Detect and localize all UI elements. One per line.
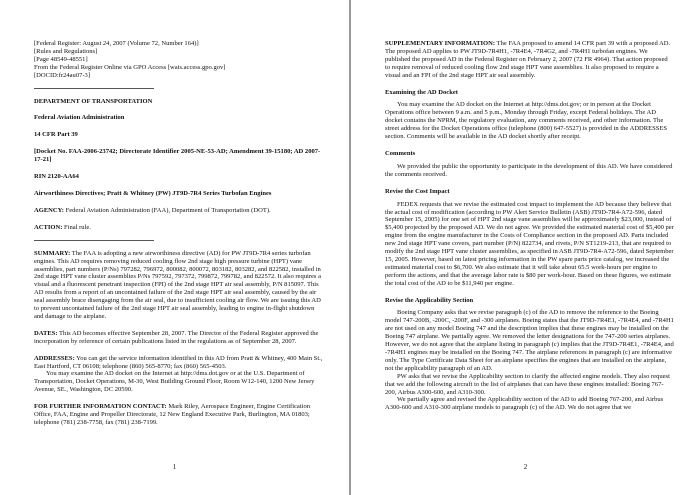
agency-text: Federal Aviation Administration (FAA), Department of Transportation (DOT). [63,206,271,214]
summary-text: The FAA is adopting a new airworthiness directive (AD) for PW JT9D-7R4 series turbofan engines. This AD requires removing reduced cooling flow 2nd stage high pressure turbine (HPT) vane assemblies, part numbers (P/Ns) 797282, 796972, 800082, 800072, 803182, 803282, and 822582, installed in 2nd stage HPT vane cluster assemblies P/Ns 797592, 797372, 799872, 799782, and 822572. It also requires a visual and a fluorescent penetrant inspection (FPI) of the 2nd stage HPT air seal assembly, P/N 815097. This AD results from a report of an uncontained failure of the 2nd stage HPT air seal assembly, caused by the air seal assembly brace disengaging from the air seal, due to insufficient cooling air flow. We are issuing this AD to prevent uncontained failure of the 2nd stage HPT air seal assembly, leading to engine in-flight shutdown and damage to the airplane. [34,249,321,320]
page-number: 2 [523,463,528,471]
page-2 [351,0,700,495]
page-1 [0,0,349,495]
addresses-text: You can get the service information identified in this AD from Pratt & Whitney, 400 Main St., East Hartford, CT 06108; telephone (860) 565-8770; fax (860) 565-4503. [34,354,323,370]
addresses-paragraph [34,355,325,371]
docket-heading: Examining the AD Docket [385,88,458,96]
header-line: [DOCID:fr24au07-3] [34,71,90,79]
cost-heading: Revise the Cost Impact [385,187,450,195]
supplementary-text: The FAA proposed to amend 14 CFR part 39 with a proposed AD. The proposed AD applies to PW JT9D-7R4H1, -7R4E4, -7R4G2, and -7R4H1 turbofan engines. We published the proposed AD in the Federal Register on February 2, 2007 (72 FR 4964). That action proposed to require removal of reduced cooling flow 2nd stage HPT vane assemblies. It also proposed to require a visual and an FPI of the 2nd stage HPT air seal assembly. [385,40,671,79]
contact-label: FOR FURTHER INFORMATION CONTACT: [34,403,167,411]
action-text: Final rule. [62,223,91,231]
contact-paragraph [34,403,325,427]
header-line: [Page 48549-48551] [34,55,88,63]
divider [34,88,154,89]
applicability-paragraph-3: We partially agree and revised the Applicability section of the AD to add Boeing 767-200, and Airbus A300-600 and A310-300 airplane models to paragraph (c) of the AD. We do not agree that we [385,396,664,412]
divider [34,240,154,241]
dates-label: DATES: [34,329,58,337]
comments-paragraph: We provided the public the opportunity to participate in the development of this AD. We have considered the comments received. [385,162,673,178]
agency-label: AGENCY: [34,206,64,214]
supplementary-label: SUPPLEMENTARY INFORMATION: [385,40,496,47]
contact-text: Mark Riley, Aerospace Engineer, Engine Certification Office, FAA, Engine and Propeller Directorate, 12 New England Executive Park, Burlington, MA 01803; telephone (781) 238-7758, fax (781) 238-7199. [34,403,311,426]
cost-paragraph: FEDEX requests that we revise the estimated cost impact to implement the AD because they believe that the actual cost of modification (according to PW Alert Service Bulletin (ASB) JT9D-7R4-A72-596, dated September 15, 2005) for one set of HPT 2nd stage vane assemblies will be approximately $23,000, instead of $5,400 projected by the proposed AD. We do not agree. We provided the estimated material cost of $5,400 per engine from the engine manufacturer in the Costs of Compliance section in the proposed AD. Parts included new 2nd stage HPT vane covers, part number (P/N) 822734, and rivets, P/N ST1219-213, that are required to modify the 2nd stage HPT vane cluster assemblies, as specified in ASB JT9D-7R4-A72-596, dated September 15, 2005. However, based on latest pricing information in the PW spare parts price catalog, we increased the estimated material cost to $6,700. We also estimate that it will take about 65.5 work-hours per engine to perform the actions, and that the average labor rate is $80 per work-hour. Based on these figures, we estimate the total cost of the AD to be $11,940 per engine. [385,200,674,287]
header-line: From the Federal Register Online via GPO Access [wais.access.gpo.gov] [34,63,226,71]
header-line: [Rules and Regulations] [34,47,98,55]
comments-heading: Comments [385,149,416,157]
applicability-paragraph-1: Boeing Company asks that we revise paragraph (c) of the AD to remove the reference to the Boeing model 747-200B, -200C, -200F, and -300 airplanes. Boeing states that the JT9D-7R4E1, -7R4E4, and -7R4H1 are not used on any model Boeing 747 and the description implies that these engines may be installed on the Boeing 747 airplane. We partially agree. We removed the letter designations for the 747-200 series airplanes. However, we do not agree that the airplane listing in paragraph (c) implies that the JT9D-7R4E1, -7R4E4, and -7R4H1 engines may be installed on the Boeing 747. The airplane references in paragraph (c) are informative only. The Type Certificate Data Sheet for an airplane specifies the engines that are installed on the airplane, not the applicability paragraph of an AD. [385,309,674,372]
page-number: 1 [172,463,177,471]
rin: RIN 2120-AA64 [34,173,79,181]
dates-text: This AD becomes effective September 28, 2007. The Director of the Federal Register approved the incorporation by reference of certain publications listed in the regulations as of September 28, 2007. [34,329,319,345]
applicability-heading: Revise the Applicability Section [385,296,474,304]
summary-paragraph [34,250,325,321]
addresses-label: ADDRESSES: [34,354,75,362]
docket-paragraph: You may examine the AD docket on the Internet at http://dms.dot.gov; or in person at the Docket Operations office between 9 a.m. and 5 p.m., Monday through Friday, except Federal holidays. The AD docket contains the NPRM, the regulatory evaluation, any comments received, and other information. The street address for the Docket Operations office (telephone (800) 647-5527) is provided in the ADDRESSES section. Comments will be available in the AD docket shortly after receipt. [385,101,668,141]
docket-number: [Docket No. FAA-2006-23742; Directorate Identifier 2005-NE-53-AD; Amendment 39-15180; AD 2007-17-21] [34,148,321,164]
document-header [34,40,325,80]
addresses-paragraph-2: You may examine the AD docket on the Internet at http://dms.dot.gov or at the U.S. Department of Transportation, Docket Operations, M-30, West Building Ground Floor, Room W12-140, 1200 New Jersey Avenue, SE., Washington, DC 20590. [34,370,315,394]
action-label: ACTION: [34,223,63,231]
supplementary-paragraph [385,40,674,80]
cfr-part: 14 CFR Part 39 [34,131,78,139]
action-paragraph [34,224,325,232]
agency-name: Federal Aviation Administration [34,114,125,122]
header-line: [Federal Register: August 24, 2007 (Volume 72, Number 164)] [34,40,199,47]
applicability-paragraph-2: PW asks that we revise the Applicability section to clarify the affected engine models. They also request that we add the following aircraft to the list of airplanes that can have these engines installed: Boeing 767-200, Airbus A300-600, and A310-300. [385,372,670,396]
summary-label: SUMMARY: [34,249,71,257]
document-title: Airworthiness Directives; Pratt & Whitney (PW) JT9D-7R4 Series Turbofan Engines [34,189,272,197]
agency-paragraph [34,207,325,215]
department: DEPARTMENT OF TRANSPORTATION [34,97,153,105]
dates-paragraph [34,330,325,346]
